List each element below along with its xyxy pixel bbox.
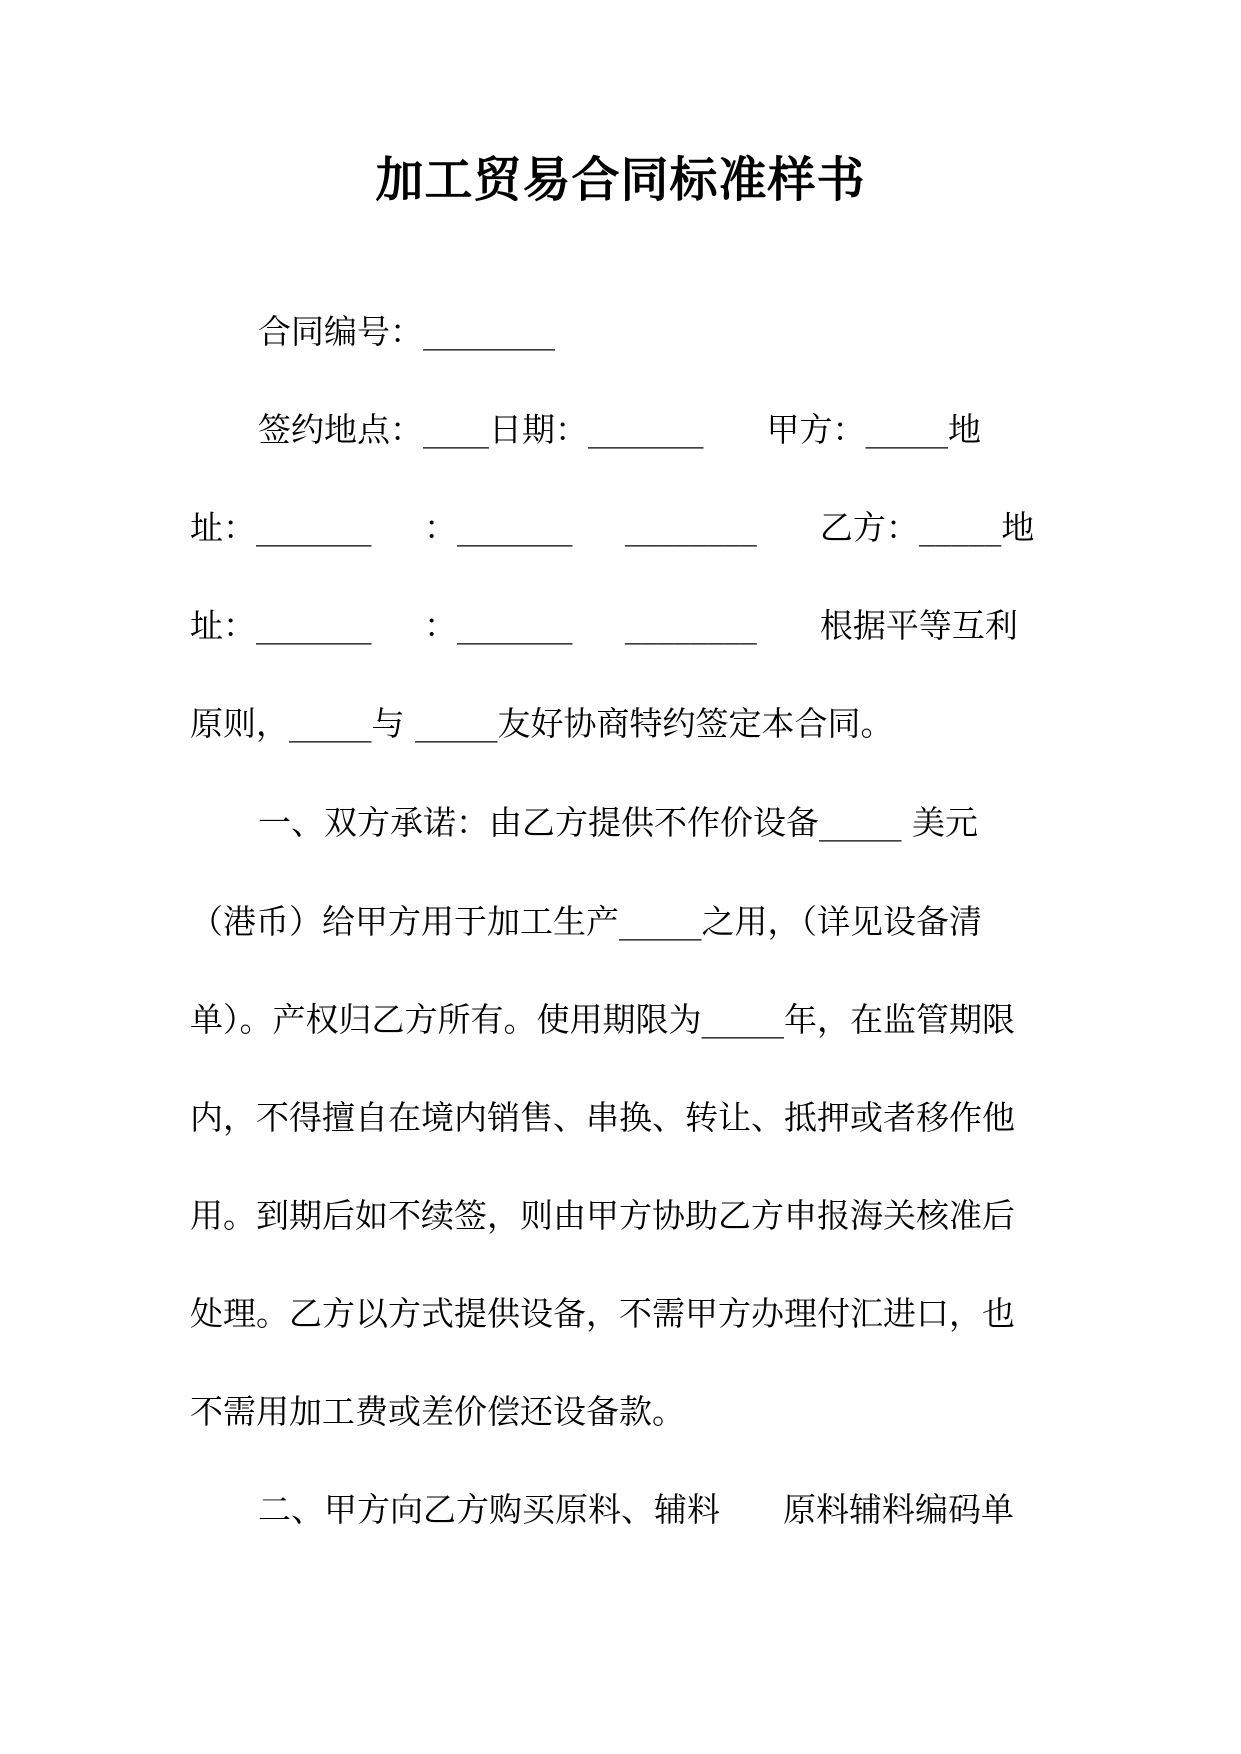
clause-1-line-6: 处理。乙方以方式提供设备，不需甲方办理付汇进口，也: [190, 1294, 1015, 1333]
clause-1-line-3: 单）。产权归乙方所有。使用期限为_____年，在监管期限: [190, 1000, 1015, 1039]
clause-1-line-2: （港币）给甲方用于加工生产_____之用，（详见设备清: [190, 902, 982, 941]
signing-place-line: 签约地点：____日期：_______ 甲方：_____地: [258, 410, 981, 449]
principle-line: 原则，_____与 _____友好协商特约签定本合同。: [190, 704, 894, 743]
clause-1-line-5: 用。到期后如不续签，则由甲方协助乙方申报海关核准后: [190, 1196, 1015, 1235]
party-a-address-line: 址：_______ ：_______ ________ 乙方：_____地: [190, 508, 1035, 547]
document-title: 加工贸易合同标准样书: [375, 152, 866, 208]
clause-1-line-1: 一、双方承诺：由乙方提供不作价设备_____ 美元: [258, 803, 978, 842]
clause-1-line-7: 不需用加工费或差价偿还设备款。: [190, 1392, 685, 1431]
clause-1-line-4: 内，不得擅自在境内销售、串换、转让、抵押或者移作他: [190, 1098, 1015, 1137]
party-b-address-line: 址：_______ ：_______ ________ 根据平等互利: [190, 606, 1018, 645]
clause-2-line-1: 二、甲方向乙方购买原料、辅料 原料辅料编码单: [258, 1490, 1014, 1529]
contract-number-line: 合同编号：________: [258, 312, 555, 351]
